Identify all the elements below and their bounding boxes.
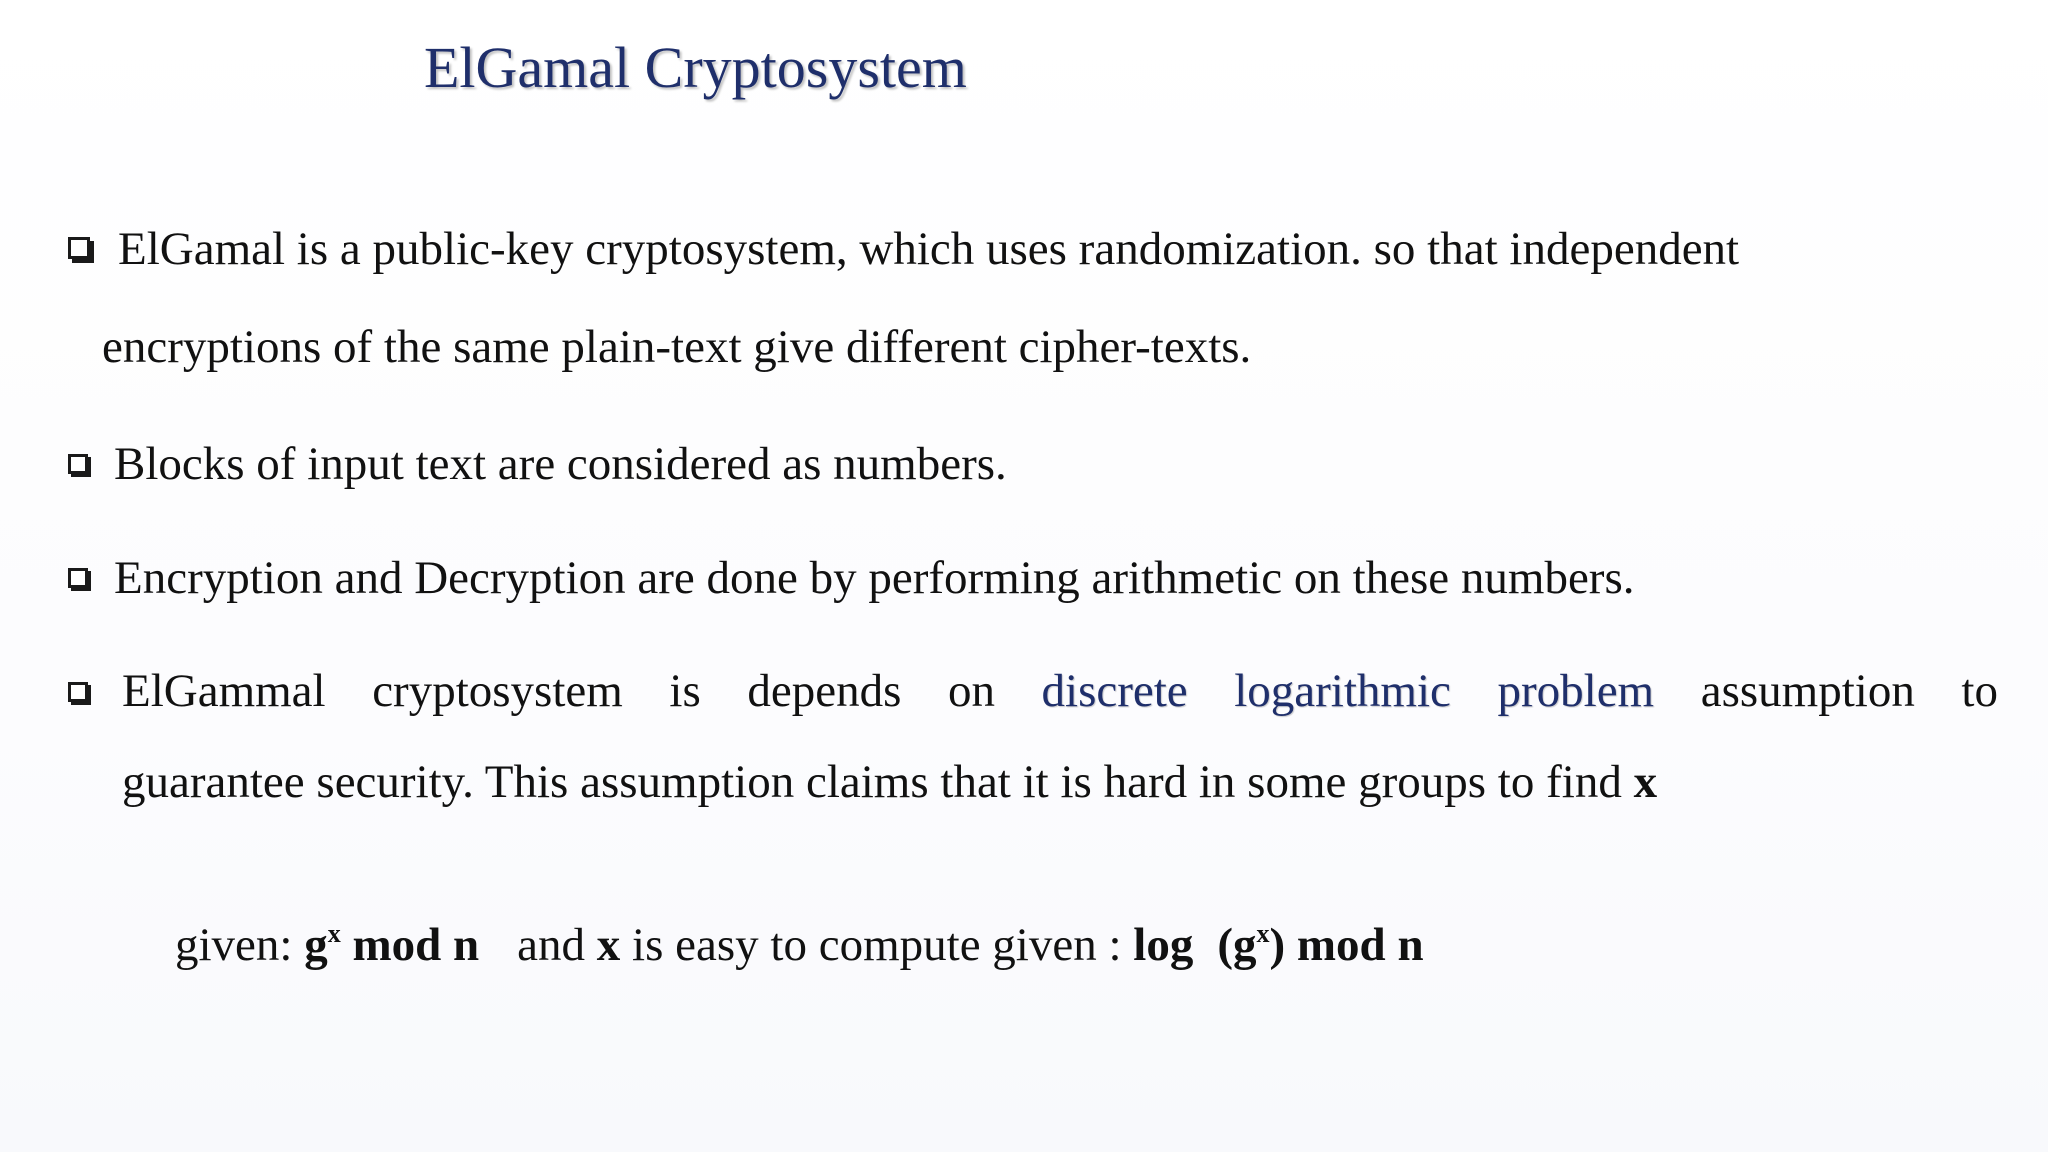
word: is [669,665,701,717]
variable-x: x [1633,756,1658,808]
variable-x: x [596,919,621,971]
word: assumption [1700,665,1915,717]
bullet-4-line-3 [128,875,1424,1016]
slide-title: ElGamal Cryptosystem [424,35,967,100]
highlight-word: discrete [1041,665,1188,717]
given-label: given: [175,919,305,971]
paren-open-g: (g [1217,919,1257,971]
word: cryptosystem [372,665,623,717]
bullet-2-line-1: Blocks of input text are considered as numbers. [114,438,1007,490]
highlight-word: logarithmic [1234,665,1451,717]
line-text: guarantee security. This assumption claims that it is hard in some groups to find [122,756,1634,808]
bullet-square-icon [68,568,88,588]
word: on [947,665,995,717]
word: ElGammal [122,665,326,717]
bullet-1-line-1: ElGamal is a public-key cryptosystem, which uses randomization. so that independent [118,223,1740,275]
bullet-square-icon [68,682,88,702]
easy-text: is easy to compute given : [620,919,1134,971]
paren-close-mod-n: ) mod n [1269,919,1424,971]
exponent-x: x [1256,919,1270,948]
mod-n: mod n [340,919,480,971]
base-g: g [304,919,328,971]
bullet-4-line-1 [122,665,1998,717]
bullet-square-icon [68,237,90,259]
word: depends [747,665,902,717]
bullet-4-line-2 [122,756,1658,808]
highlight-word: problem [1497,665,1655,717]
word: to [1961,665,1998,717]
bullet-1-line-2: encryptions of the same plain-text give different cipher-texts. [102,321,1252,373]
exponent-x: x [327,919,341,948]
and-word: and [517,919,597,971]
log-word: log [1133,919,1194,971]
bullet-3-line-1: Encryption and Decryption are done by performing arithmetic on these numbers. [114,552,1635,604]
bullet-square-icon [68,454,88,474]
